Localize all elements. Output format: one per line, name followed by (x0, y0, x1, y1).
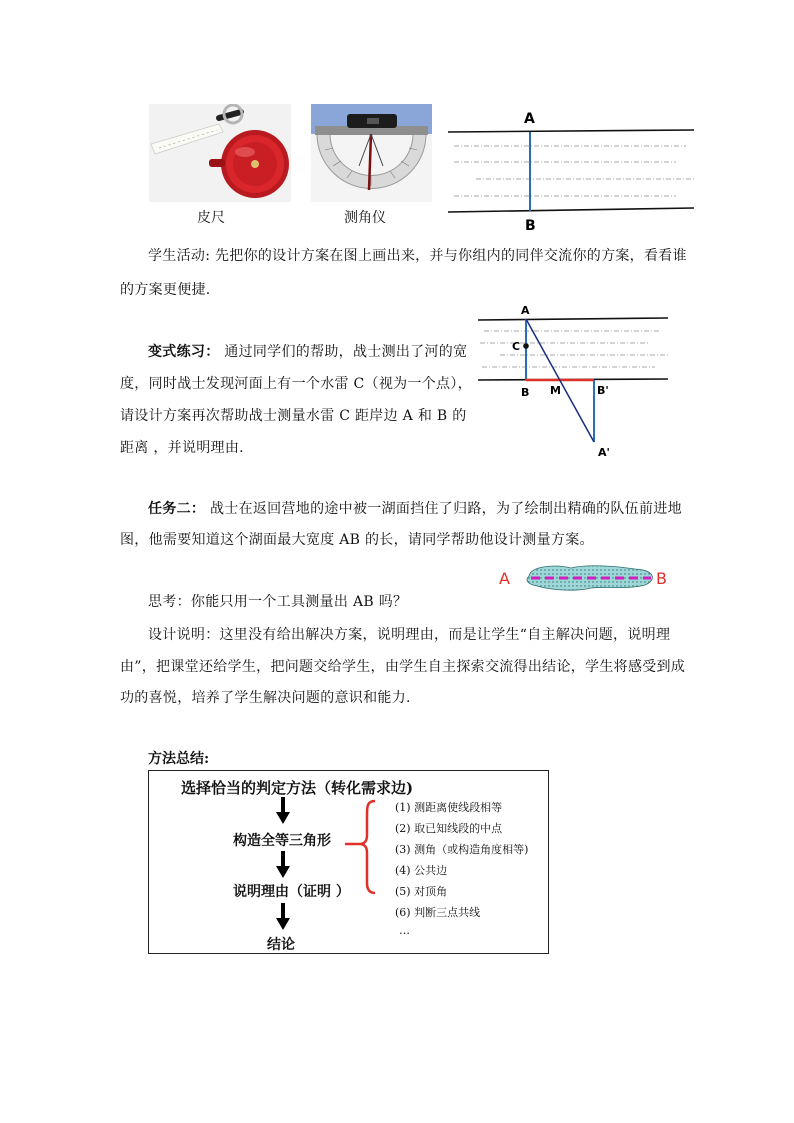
design-line-2: 由”，把课堂还给学生，把问题交给学生，由学生自主探索交流得出结论，学生将感受到成 (120, 659, 686, 675)
flow-step-1: 选择恰当的判定方法（转化需求边) (181, 779, 414, 797)
task2-line-1 (148, 494, 682, 524)
flow-step-4: 结论 (267, 937, 295, 953)
river2-label-a: A (521, 304, 530, 317)
method-title: 方法总结: (148, 751, 210, 767)
think-line: 思考：你能只用一个工具测量出 AB 吗？ (148, 594, 408, 610)
variant-line-2: 度，同时战士发现河面上有一个水雷 C（视为一个点）， (120, 376, 472, 392)
design-line-3: 功的喜悦，培养了学生解决问题的意识和能力. (120, 690, 411, 706)
task2-line-2: 图，他需要知道这个湖面最大宽度 AB 的长，请同学帮助他设计测量方案。 (120, 532, 594, 548)
protractor-caption: 测角仪 (344, 210, 386, 226)
flow-arrow-2 (275, 851, 291, 879)
method-item-7: … (399, 924, 410, 937)
method-flow-box (148, 770, 549, 954)
method-item-6: (6) 判断三点共线 (395, 906, 481, 919)
lake-diagram (495, 560, 675, 596)
protractor-photo (311, 104, 432, 202)
river2-label-b: B (521, 386, 530, 399)
task2-label: 任务二： (148, 501, 206, 517)
variant-line-4: 距离 ，并说明理由. (120, 440, 244, 456)
river-diagram-1 (446, 104, 698, 234)
method-item-5: (5) 对顶角 (395, 885, 448, 898)
river2-label-m: M (550, 384, 561, 397)
river1-label-b: B (525, 218, 536, 234)
method-item-1: (1) 测距离使线段相等 (395, 801, 503, 814)
river-diagram-2 (470, 300, 675, 462)
river1-label-a: A (524, 111, 535, 127)
activity-line-1: 学生活动: 先把你的设计方案在图上画出来，并与你组内的同伴交流你的方案，看看谁 (148, 248, 687, 264)
design-line-1: 设计说明：这里没有给出解决方案，说明理由，而是让学生“自主解决问题，说明理 (148, 627, 671, 643)
river2-label-a-prime: A' (598, 446, 610, 459)
method-item-4: (4) 公共边 (395, 864, 448, 877)
variant-label: 变式练习： (148, 344, 220, 360)
method-item-3: (3) 测角（或构造角度相等) (395, 843, 529, 856)
tape-caption: 皮尺 (197, 210, 225, 226)
flow-arrow-3 (275, 903, 291, 931)
variant-line-3: 请设计方案再次帮助战士测量水雷 C 距岸边 A 和 B 的 (120, 408, 467, 424)
variant-line-1-text: 通过同学们的帮助，战士测出了河的宽 (224, 344, 468, 360)
lake-label-b: B (656, 569, 667, 588)
variant-line-1 (148, 337, 467, 367)
river2-label-b-prime: B' (597, 384, 609, 397)
task2-line-1-text: 战士在返回营地的途中被一湖面挡住了归路，为了绘制出精确的队伍前进地 (209, 501, 682, 517)
tape-measure-photo (149, 104, 291, 202)
flow-step-3: 说明理由（证明 ） (233, 884, 350, 900)
flow-step-2: 构造全等三角形 (233, 833, 331, 849)
flow-arrow-1 (275, 797, 291, 825)
flow-bracket (345, 797, 379, 897)
method-item-2: (2) 取已知线段的中点 (395, 822, 503, 835)
lake-label-a: A (499, 569, 510, 588)
activity-line-2: 的方案更便捷. (120, 282, 211, 298)
river2-label-c: C (512, 340, 521, 353)
